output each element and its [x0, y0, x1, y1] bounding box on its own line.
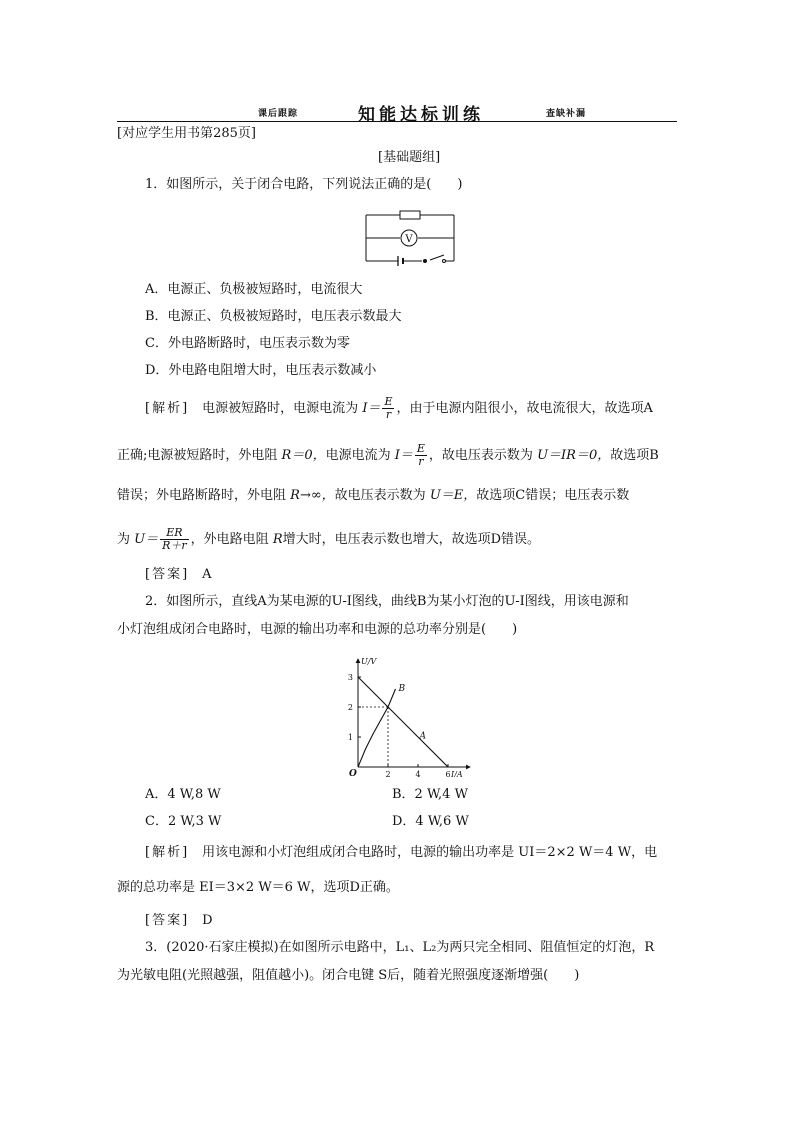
header-right-tag: 查缺补漏: [546, 109, 587, 119]
x-tick-label: 6: [445, 770, 451, 777]
y-tick-label: 2: [347, 703, 353, 712]
analysis-label: [解析]: [145, 401, 190, 416]
q1-answer: [145, 565, 212, 585]
switch-icon: [443, 260, 446, 263]
book-reference: [对应学生用书第285页]: [117, 126, 256, 141]
q2-option-d: D．4 W,6 W: [392, 814, 469, 829]
series-b-label: B: [398, 684, 406, 694]
y-tick-label: 3: [347, 673, 353, 682]
q2-option-c: C．2 W,3 W: [145, 814, 222, 829]
x-tick-label: 2: [385, 770, 391, 777]
answer-value: A: [202, 567, 212, 582]
q3-stem-line-2: 为光敏电阻(光照越强，阻值越小)。闭合电键 S后，随着光照强度逐渐增强( ): [117, 968, 580, 983]
q1-option-a: A．电源正、负极被短路时，电流很大: [145, 282, 363, 297]
answer-value: D: [202, 913, 213, 928]
resistor-icon: [400, 211, 420, 219]
q2-option-b: B．2 W,4 W: [392, 787, 468, 802]
q1-option-c: C．外电路断路时，电压表示数为零: [145, 336, 350, 351]
q1-option-d: D．外电路电阻增大时，电压表示数减小: [145, 363, 377, 378]
q1-analysis-line-2: 正确;电源被短路时，外电阻 R＝0，电源电流为 I＝ $\frac{E}{r}$ ，故电压表示数为 U＝IR＝0，故选项B: [117, 442, 659, 468]
q1-analysis-line-4: 为 U＝ $\frac{ER}{R+r}$ ，外电路电阻 R增大时，电压表示数也增大，故选项D错误。: [117, 526, 541, 552]
page-title: 知能达标训练: [358, 105, 484, 125]
q2-stem-line-2: 小灯泡组成闭合电路时，电源的输出功率和电源的总功率分别是( ): [117, 622, 518, 637]
voltmeter-label: V: [405, 234, 413, 245]
analysis-label: [解析]: [145, 845, 190, 860]
q2-ui-graph: [330, 645, 480, 777]
q2-analysis-line-1: [解析] 用该电源和小灯泡组成闭合电路时，电源的输出功率是 UI＝2×2 W＝4 W，电: [145, 845, 658, 860]
q3-stem-line-1: 3．(2020·石家庄模拟)在如图所示电路中，L₁、L₂为两只完全相同、阻值恒定的灯泡，R: [145, 940, 655, 955]
q1-stem: 1．如图所示，关于闭合电路，下列说法正确的是( ): [145, 177, 463, 192]
series-a-label: A: [419, 731, 426, 742]
q1-analysis-line-1: [解析] 电源被短路时，电源电流为 I＝ $\frac{E}{r}$ ，由于电源内阻很小，故电流很大，故选项A: [145, 395, 653, 421]
answer-label: [答案]: [145, 913, 190, 928]
q2-stem-line-1: 2．如图所示，直线A为某电源的U-I图线，曲线B为某小灯泡的U-I图线，用该电源和: [145, 594, 629, 609]
series-b-line: [358, 689, 396, 767]
q2-option-a: A．4 W,8 W: [145, 787, 221, 802]
q1-option-b: B．电源正、负极被短路时，电压表示数最大: [145, 309, 402, 324]
header-left-tag: 课后跟踪: [258, 109, 299, 119]
origin-label: O: [349, 769, 357, 777]
y-tick-label: 1: [347, 733, 353, 742]
header-rule: [117, 121, 677, 122]
y-axis-label: U/V: [361, 657, 377, 666]
section-heading: [基础题组]: [378, 150, 441, 165]
q1-analysis-line-3: 错误；外电路断路时，外电阻 R→∞，故电压表示数为 U＝E，故选项C错误；电压表示数: [117, 488, 630, 503]
x-axis-label: I/A: [451, 770, 463, 777]
q2-analysis-line-2: 源的总功率是 EI＝3×2 W＝6 W，选项D正确。: [117, 880, 399, 895]
answer-label: [答案]: [145, 567, 190, 582]
q2-answer: [145, 911, 213, 931]
q1-circuit-diagram: [360, 205, 460, 271]
x-tick-label: 4: [415, 770, 421, 777]
